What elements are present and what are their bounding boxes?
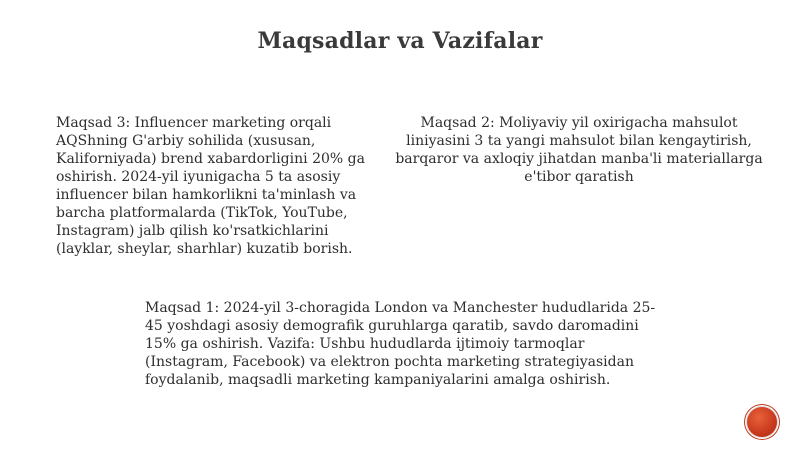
slide-title: Maqsadlar va Vazifalar (257, 28, 543, 54)
goal-1-text: Maqsad 1: 2024-yil 3-choragida London va Manchester hududlarida 25-45 yoshdagi asosiy demografik guruhlarga qaratib, savdo daromadini 15% ga oshirish. Vazifa: Ushbu hududlarda ijtimoiy tarmoqlar (Instagram, Facebook) va elektron pochta marketing strategiyasidan foydalanib, maqsadli marketing kampaniyalarini amalga oshirish. (145, 300, 656, 388)
goal-3-text: Maqsad 3: Influencer marketing orqali AQShning G'arbiy sohilida (xususan, Kaliforniyada) brend xabardorligini 20% ga oshirish. 2024-yil iyunigacha 5 ta asosiy influencer bilan hamkorlikni ta'minlash va barcha platformalarda (TikTok, YouTube, Instagram) jalb qilish ko'rsatkichlarini (layklar, sheylar, sharhlar) kuzatib borish. (56, 115, 365, 257)
circle-nav-icon[interactable] (747, 407, 777, 437)
goal-2-text: Maqsad 2: Moliyaviy yil oxirigacha mahsulot liniyasini 3 ta yangi mahsulot bilan kengaytirish, barqaror va axloqiy jihatdan manba'li materiallarga e'tibor qaratish (395, 115, 763, 185)
